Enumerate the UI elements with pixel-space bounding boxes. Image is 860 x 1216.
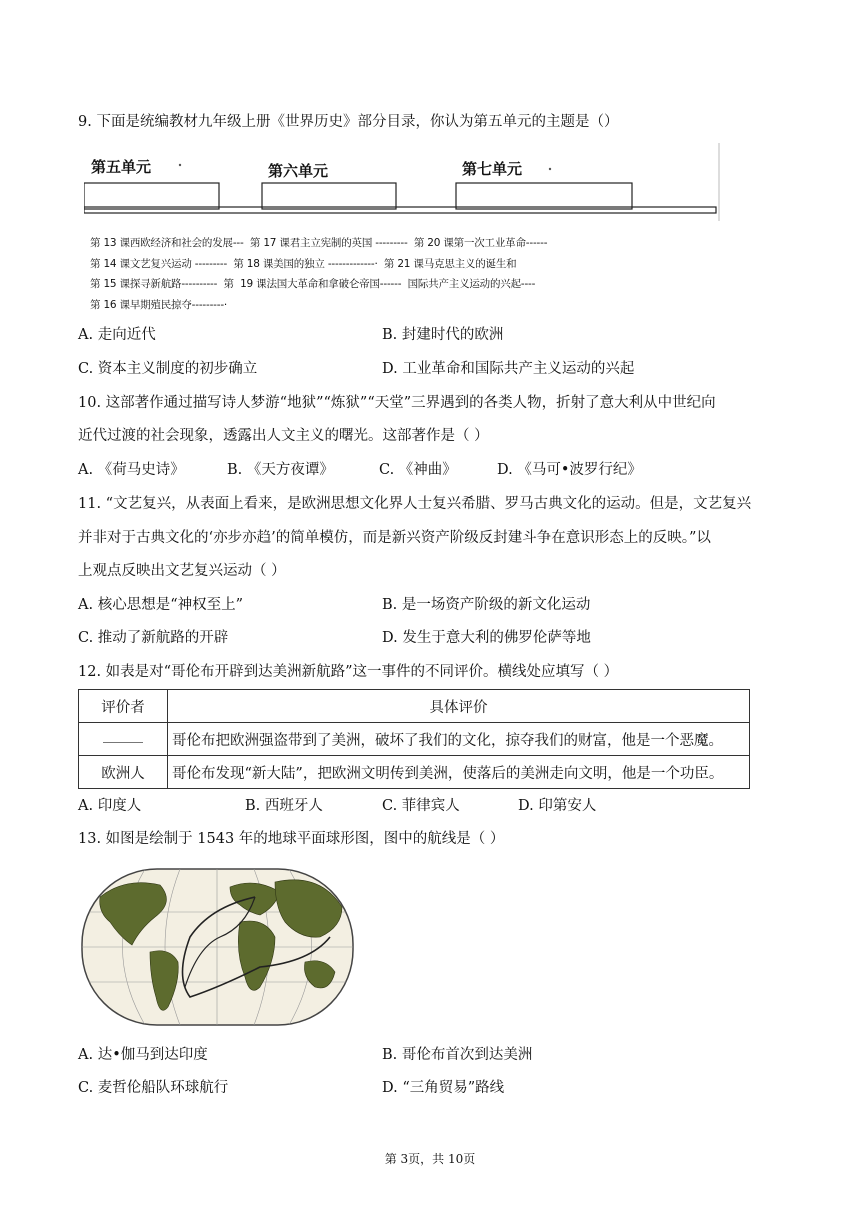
q13-option-a: A. 达•伽马到达印度 bbox=[78, 1047, 208, 1063]
q13-option-c: C. 麦哲伦船队环球航行 bbox=[78, 1080, 229, 1096]
evaluation-table bbox=[78, 689, 750, 789]
q12-option-b: B. 西班牙人 bbox=[245, 798, 323, 814]
q13-stem: 13. 如图是绘制于 1543 年的地球平面球形图，图中的航线是（ ） bbox=[78, 831, 505, 847]
q13-option-b: B. 哥伦布首次到达美洲 bbox=[382, 1047, 533, 1063]
q10-option-b: B. 《天方夜谭》 bbox=[227, 462, 334, 478]
q11-stem-line-1: 11. “文艺复兴，从表面上看来，是欧洲思想文化界人士复兴希腊、罗马古典文化的运动。但是，文艺复兴 bbox=[78, 496, 752, 512]
header-evaluation: 具体评价 bbox=[168, 690, 750, 723]
q11-stem-line-2: 并非对于古典文化的‘亦步亦趋’的简单模仿，而是新兴资产阶级反封建斗争在意识形态上的反映。”以 bbox=[78, 530, 711, 546]
q11-option-b: B. 是一场资产阶级的新文化运动 bbox=[382, 597, 591, 613]
table-row bbox=[79, 756, 750, 789]
q11-stem-line-3: 上观点反映出文艺复兴运动（ ） bbox=[78, 563, 286, 579]
table-header-row bbox=[79, 690, 750, 723]
q12-option-c: C. 菲律宾人 bbox=[382, 798, 460, 814]
header-evaluator: 评价者 bbox=[79, 690, 168, 723]
q9-option-b: B. 封建时代的欧洲 bbox=[382, 327, 504, 343]
q12-stem: 12. 如表是对“哥伦布开辟到达美洲新航路”这一事件的不同评价。横线处应填写（ ） bbox=[78, 664, 619, 680]
world-map-1543-image bbox=[80, 867, 355, 1027]
q9-option-a: A. 走向近代 bbox=[78, 327, 156, 343]
evaluator-cell: 欧洲人 bbox=[79, 756, 168, 789]
unit-5-label: 第五单元 bbox=[91, 158, 152, 176]
q12-option-a: A. 印度人 bbox=[78, 798, 142, 814]
q9-option-d: D. 工业革命和国际共产主义运动的兴起 bbox=[382, 361, 635, 377]
q11-option-d: D. 发生于意大利的佛罗伦萨等地 bbox=[382, 630, 591, 646]
evaluation-text: 哥伦布发现“新大陆”，把欧洲文明传到美洲，使落后的美洲走向文明，他是一个功臣。 bbox=[168, 756, 750, 789]
blank-cell bbox=[79, 723, 168, 756]
q10-option-d: D. 《马可•波罗行纪》 bbox=[497, 462, 642, 478]
q9-stem: 9. 下面是统编教材九年级上册《世界历史》部分目录，你认为第五单元的主题是（） bbox=[78, 114, 619, 130]
page-footer: 第 3页，共 10页 bbox=[384, 1152, 476, 1166]
evaluation-text: 哥伦布把欧洲强盗带到了美洲，破坏了我们的文化，掠夺我们的财富，他是一个恶魔。 bbox=[168, 723, 750, 756]
unit-timeline-figure bbox=[84, 143, 724, 221]
unit-6-label: 第六单元 bbox=[268, 162, 329, 180]
unit-7-label: 第七单元 bbox=[462, 160, 523, 178]
q10-stem-line-1: 10. 这部著作通过描写诗人梦游“地狱”“炼狱”“天堂”三界遇到的各类人物，折射了意大利从中世纪向 bbox=[78, 395, 716, 411]
q10-stem-line-2: 近代过渡的社会现象，透露出人文主义的曙光。这部著作是（ ） bbox=[78, 428, 489, 444]
toc-diagram bbox=[84, 143, 724, 221]
toc-line-2: 第 14 课文艺复兴运动 --------- 第 18 课美国的独立 -------------· 第 21 课马克思主义的诞生和 bbox=[90, 258, 517, 270]
q10-option-c: C. 《神曲》 bbox=[379, 462, 457, 478]
q10-option-a: A. 《荷马史诗》 bbox=[78, 462, 185, 478]
toc-line-3: 第 15 课探寻新航路---------- 第 19 课法国大革命和拿破仑帝国------ 国际共产主义运动的兴起---- bbox=[90, 278, 536, 290]
q11-option-c: C. 推动了新航路的开辟 bbox=[78, 630, 229, 646]
toc-line-1: 第 13 课西欧经济和社会的发展--- 第 17 课君主立宪制的英国 --------- 第 20 课第一次工业革命------ bbox=[90, 237, 548, 249]
q11-option-a: A. 核心思想是“神权至上” bbox=[78, 597, 244, 613]
table-row bbox=[79, 723, 750, 756]
q13-option-d: D. “三角贸易”路线 bbox=[382, 1080, 505, 1096]
toc-line-4: 第 16 课早期殖民掠夺---------· bbox=[90, 299, 228, 311]
q12-option-d: D. 印第安人 bbox=[518, 798, 597, 814]
answer-blank bbox=[103, 732, 143, 743]
q9-option-c: C. 资本主义制度的初步确立 bbox=[78, 361, 258, 377]
